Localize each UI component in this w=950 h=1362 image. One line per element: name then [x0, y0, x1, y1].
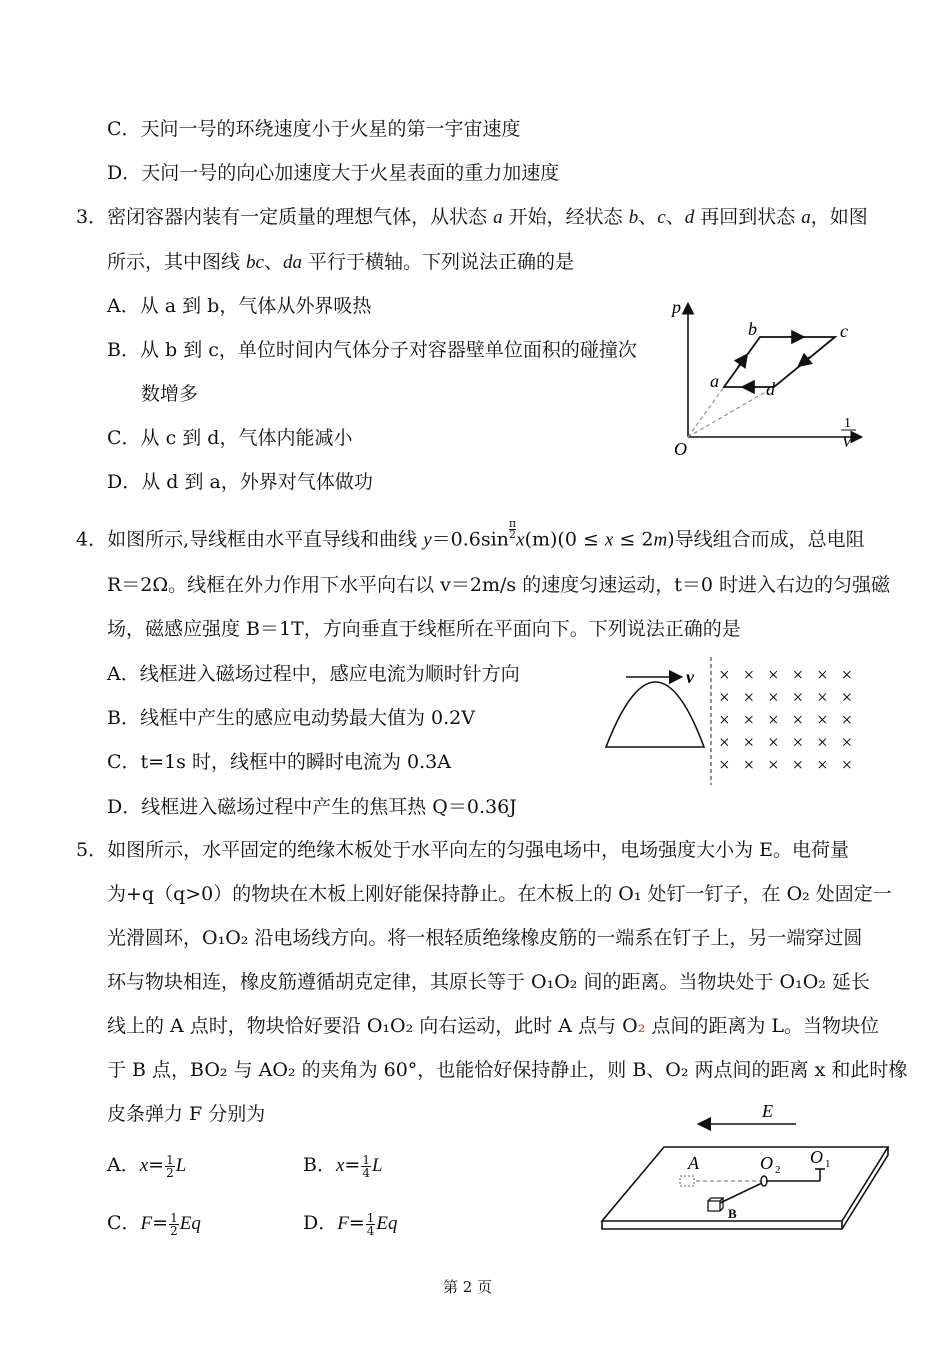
point-o1-label: O — [810, 1147, 823, 1167]
point-o2-sub: 2 — [775, 1164, 781, 1176]
field-cross-icon: × — [841, 710, 853, 731]
var: Eq — [179, 1213, 201, 1234]
text: = — [344, 1154, 361, 1176]
point-o1-sub: 1 — [825, 1158, 831, 1170]
text: 开始，经状态 — [502, 206, 629, 228]
q4-option-b: B．线框中产生的感应电动势最大值为 0.2V — [107, 707, 475, 729]
field-cross-icon: × — [719, 710, 730, 731]
denominator: 2 — [170, 1223, 178, 1238]
q4-stem-line-3: 场，磁感应强度 B＝1T，方向垂直于线框所在平面向下。下列说法正确的是 — [107, 618, 741, 640]
text: = — [148, 1154, 165, 1176]
text: = — [348, 1212, 365, 1234]
field-cross-icon: × — [768, 732, 779, 754]
field-cross-icon: × — [743, 755, 755, 776]
label: D． — [303, 1212, 338, 1234]
q5-stem-line-2: 为+q（q>0）的物块在木板上刚好能保持静止。在木板上的 O₁ 处钉一钉子，在 O₂ 处固定一 — [107, 883, 892, 905]
question-number: 3． — [76, 206, 108, 228]
field-cross-icon: × — [743, 687, 755, 709]
text: 、 — [638, 206, 658, 228]
q4-stem-line-1 — [76, 519, 865, 552]
q2-option-d: D．天问一号的向心加速度大于火星表面的重力加速度 — [107, 162, 560, 184]
text: 线上的 A 点时，物块恰好要沿 O₁O₂ 向右运动，此时 A 点与 O — [107, 1015, 638, 1037]
var: b — [628, 207, 639, 228]
q5-stem-line-1 — [76, 838, 849, 862]
var: bc — [246, 252, 264, 273]
text: 点间的距离为 L。当物块位 — [645, 1015, 880, 1037]
denominator: 4 — [366, 1223, 375, 1238]
field-cross-icon: × — [817, 755, 828, 776]
var: Eq — [376, 1213, 398, 1234]
q3-option-a: A．从 a 到 b，气体从外界吸热 — [107, 295, 372, 317]
numerator: π — [508, 517, 517, 530]
field-cross-icon: × — [841, 755, 853, 776]
q3-pv-diagram — [660, 295, 870, 460]
field-cross-icon: × — [719, 732, 730, 754]
field-cross-icon: × — [792, 755, 804, 776]
q5-option-d — [303, 1211, 398, 1237]
field-cross-icon: × — [817, 710, 828, 731]
q3-option-b: B．从 b 到 c，单位时间内气体分子对容器壁单位面积的碰撞次 — [107, 339, 637, 361]
question-number: 5． — [76, 839, 108, 861]
text: (m)(0 ≤ — [524, 528, 605, 551]
text: 如图所示，水平固定的绝缘木板处于水平向左的匀强电场中，电场强度大小为 E。电荷量 — [107, 839, 850, 861]
q3-stem-line-1 — [76, 205, 868, 230]
arrow-cd-icon — [800, 357, 810, 365]
label: C． — [107, 1212, 141, 1234]
point-a-label: A — [688, 1153, 699, 1173]
var: x — [139, 1155, 149, 1176]
field-cross-icon: × — [841, 687, 853, 709]
q2-option-c: C．天问一号的环绕速度小于火星的第一宇宙速度 — [107, 118, 521, 140]
q5-stem-line-7: 皮条弹力 F 分别为 — [107, 1103, 266, 1125]
magnetic-field-crosses — [719, 665, 852, 776]
field-cross-icon: × — [768, 710, 779, 731]
q3-option-c: C．从 c 到 d，气体内能减小 — [107, 427, 353, 449]
field-cross-icon: × — [817, 665, 828, 686]
var: a — [493, 207, 503, 228]
rubber-band-bo2 — [720, 1183, 762, 1203]
field-cross-icon: × — [792, 732, 804, 754]
var: x — [604, 529, 614, 551]
var: c — [657, 207, 666, 228]
fraction — [165, 1154, 175, 1179]
x-label-den: V — [842, 434, 852, 451]
q3-stem-line-2 — [107, 250, 574, 275]
field-cross-icon: × — [792, 665, 804, 686]
denominator: 2 — [166, 1165, 174, 1180]
text: 密闭容器内装有一定质量的理想气体，从状态 — [107, 206, 494, 228]
field-cross-icon: × — [768, 755, 779, 776]
q4-option-c: C．t=1s 时，线框中的瞬时电流为 0.3A — [107, 751, 451, 773]
text: 、 — [263, 251, 283, 273]
var: x — [335, 1155, 345, 1176]
arrow-ab-icon — [738, 356, 746, 367]
label: B． — [303, 1154, 336, 1176]
origin-label: O — [674, 439, 687, 459]
field-cross-icon: × — [792, 687, 804, 709]
q5-board-diagram — [596, 1097, 896, 1242]
numerator: 1 — [170, 1210, 178, 1225]
point-o2-label: O — [760, 1153, 773, 1173]
field-cross-icon: × — [743, 665, 755, 686]
fraction — [361, 1154, 371, 1179]
var: a — [801, 207, 811, 228]
q3-option-d: D．从 d 到 a，外界对气体做功 — [107, 471, 373, 493]
board-top — [602, 1147, 888, 1221]
point-b-label: b — [748, 319, 757, 339]
q5-stem-line-5 — [107, 1014, 879, 1038]
field-cross-icon: × — [817, 687, 828, 709]
dashed-line-od — [688, 387, 774, 437]
text: ≤ 2 — [613, 528, 654, 551]
q4-option-a: A．线框进入磁场过程中，感应电流为顺时针方向 — [107, 663, 520, 685]
field-cross-icon: × — [743, 710, 755, 731]
numerator: 1 — [166, 1152, 174, 1167]
denominator: 4 — [362, 1165, 370, 1180]
var: L — [175, 1155, 187, 1176]
denominator: 2 — [509, 528, 517, 541]
numerator: 1 — [362, 1152, 370, 1167]
text: 再回到状态 — [694, 206, 802, 228]
block-b-icon — [708, 1198, 723, 1211]
dashed-line-oa — [688, 387, 724, 437]
numerator: 1 — [366, 1210, 375, 1225]
field-cross-icon: × — [719, 755, 730, 776]
block-at-a — [680, 1176, 694, 1186]
label: A． — [107, 1154, 140, 1176]
q4-option-d: D．线框进入磁场过程中产生的焦耳热 Q＝0.36J — [107, 796, 517, 818]
q4-stem-line-2: R＝2Ω。线框在外力作用下水平向右以 v＝2m/s 的速度匀速运动，t＝0 时进入右边的匀强磁 — [107, 574, 890, 596]
text: 、 — [665, 206, 685, 228]
var: m — [653, 529, 668, 551]
field-cross-icon: × — [768, 687, 779, 709]
q5-stem-line-3: 光滑圆环，O₁O₂ 沿电场线方向。将一根轻质绝缘橡皮筋的一端系在钉子上，另一端穿过圆 — [107, 927, 863, 949]
text: ，如图 — [810, 206, 868, 228]
page-number: 第 2 页 — [443, 1278, 493, 1296]
fraction — [366, 1212, 376, 1237]
text-red: ₂ — [637, 1015, 646, 1037]
field-cross-icon: × — [841, 665, 853, 686]
var: L — [371, 1155, 383, 1176]
var: F — [140, 1213, 153, 1234]
q5-stem-line-6: 于 B 点，BO₂ 与 AO₂ 的夹角为 60°，也能恰好保持静止，则 B、O₂ 两点间的距离 x 和此时橡 — [107, 1059, 908, 1081]
field-cross-icon: × — [792, 710, 804, 731]
var: x — [516, 529, 525, 551]
text: 如图所示,导线框由水平直导线和曲线 — [107, 528, 424, 551]
field-label: E — [762, 1101, 773, 1121]
q3-option-b-cont: 数增多 — [141, 383, 199, 405]
field-cross-icon: × — [719, 687, 730, 709]
q5-option-b — [303, 1153, 383, 1179]
text: = — [152, 1212, 169, 1234]
field-cross-icon: × — [817, 732, 828, 754]
var: F — [337, 1213, 349, 1234]
var: da — [283, 252, 302, 273]
q5-stem-line-4: 环与物块相连，橡皮筋遵循胡克定律，其原长等于 O₁O₂ 间的距离。当物块处于 O₁O₂ 延长 — [107, 971, 870, 993]
point-a-label: a — [710, 371, 719, 391]
x-label-num: 1 — [844, 416, 851, 431]
point-d-label: d — [766, 379, 775, 399]
question-number: 4． — [76, 528, 108, 551]
field-cross-icon: × — [743, 732, 755, 754]
point-c-label: c — [840, 321, 848, 341]
q5-option-c — [107, 1211, 201, 1237]
field-cross-icon: × — [841, 732, 853, 754]
field-cross-icon: × — [768, 665, 779, 686]
point-b-label: B — [728, 1206, 737, 1221]
text: 平行于横轴。下列说法正确的是 — [302, 251, 575, 273]
text: ＝0.6sin — [431, 528, 509, 551]
text: )导线组合而成，总电阻 — [667, 528, 865, 551]
text: 所示，其中图线 — [107, 251, 247, 273]
q5-option-a — [107, 1153, 186, 1179]
field-cross-icon: × — [719, 665, 730, 686]
p-label: p — [672, 297, 681, 317]
wire-frame — [606, 682, 704, 747]
var: d — [684, 207, 695, 228]
var: y — [423, 529, 432, 551]
fraction — [169, 1212, 179, 1237]
q4-wire-frame-diagram — [600, 655, 870, 790]
velocity-label: v — [686, 667, 694, 687]
